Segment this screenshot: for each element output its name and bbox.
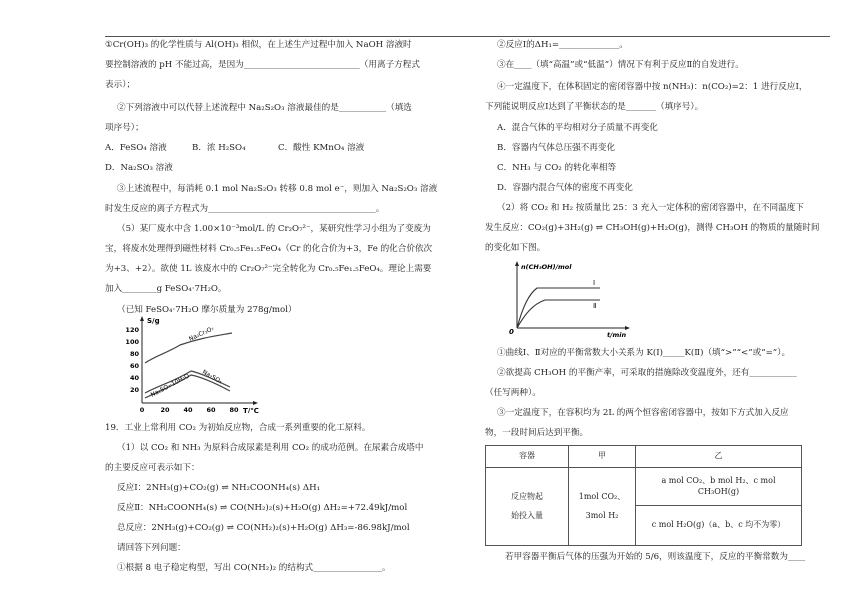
text-line: （已知 FeSO₄·7H₂O 摩尔质量为 278g/mol）: [117, 305, 297, 315]
text-line: 的变化如下图。: [485, 243, 546, 253]
label-na2so4-10h2o: Na₂SO₄·10H₂O: [149, 372, 191, 399]
text-line: ②下列溶液中可以代替上述流程中 Na₂S₂O₃ 溶液最佳的是___________（填选: [117, 103, 412, 113]
x-arrow: [625, 326, 630, 330]
question-19: 19．工业上常利用 CO₂ 为初始反应物，合成一系列重要的化工原料。: [105, 423, 371, 433]
text-line: ④一定温度下，在体积固定的密闭容器中按 n(NH₃)：n(CO₂)=2：1 进行反应Ⅰ，: [497, 82, 808, 92]
option-d: D．Na₂SO₃ 溶液: [105, 163, 173, 173]
origin-label: 0: [509, 328, 514, 336]
table-header: 乙: [636, 446, 802, 468]
row-label-line: 始投入量: [511, 510, 543, 520]
option-c: C．酸性 KMnO₄ 溶液: [278, 143, 365, 153]
text-line: ①曲线Ⅰ、Ⅱ对应的平衡常数大小关系为 K(Ⅰ)_____K(Ⅱ)（填“>”“<”或“=”）。: [497, 348, 791, 358]
text-line: ①Cr(OH)₃ 的化学性质与 Al(OH)₃ 相似，在上述生产过程中加入 NaOH 溶液时: [105, 40, 412, 50]
x-axis-label: T/℃: [243, 407, 259, 413]
y-arrow: [515, 261, 519, 266]
text-line: ③一定温度下，在容积均为 2L 的两个恒容密闭容器中，按如下方式加入反应: [497, 408, 789, 418]
methanol-chart: [505, 258, 635, 338]
x-tick: 80: [229, 406, 239, 413]
text-line: 请回答下列问题：: [117, 543, 186, 553]
text-line: ②反应Ⅰ的ΔH₁=______________。: [497, 40, 628, 50]
text-line: 要控制溶液的 pH 不能过高，是因为___________________________（用离子方程式: [105, 60, 420, 70]
text-line: ①根据 8 电子稳定构型，写出 CO(NH₂)₂ 的结构式________________。: [117, 563, 391, 573]
option-a: A．混合气体的平均相对分子质量不再变化: [497, 123, 658, 133]
options-row: [105, 143, 415, 155]
option-c: C．NH₃ 与 CO₂ 的转化率相等: [497, 163, 617, 173]
cell-jia: [569, 468, 636, 546]
text-line: （5）某厂废水中含 1.00×10⁻³mol/L 的 Cr₂O₇²⁻，某研究性学习小组为了变废为: [117, 224, 431, 234]
text-line: ③上述流程中，每消耗 0.1 mol Na₂S₂O₃ 转移 0.8 mol e⁻，则加入 Na₂S₂O₃ 溶液: [117, 184, 438, 194]
y-tick: 20: [129, 386, 139, 394]
text-line: 的主要反应可表示如下：: [105, 463, 200, 473]
text-line: 为+3、+2）。欲使 1L 该废水中的 Cr₂O₇²⁻完全转化为 Cr₀.₅Fe₁.₅FeO₄。理论上需要: [105, 264, 432, 274]
cell-yi-1: a mol CO₂、b mol H₂、c mol CH₃OH(g): [636, 468, 802, 506]
option-b: B．容器内气体总压强不再变化: [497, 143, 616, 153]
text-line: 宝，将废水处理得到磁性材料 Cr₀.₅Fe₁.₅FeO₄（Cr 的化合价为+3，Fe 的化合价依次: [105, 244, 433, 254]
reaction-2: 反应Ⅱ：NH₂COONH₄(s) ⇌ CO(NH₂)₂(s)+H₂O(g) ΔH₂=+72.49kJ/mol: [117, 503, 408, 513]
text-line: 时发生反应的离子方程式为_______________________________________。: [105, 204, 385, 214]
y-arrow: [140, 316, 144, 321]
text-line: ③在____（填“高温”或“低温”）情况下有利于反应Ⅱ的自发进行。: [497, 60, 744, 70]
option-a: A．FeSO₄ 溶液: [105, 143, 167, 153]
text-line: ②欲提高 CH₃OH 的平衡产率，可采取的措施除改变温度外，还有___________: [497, 368, 797, 378]
text-line: （2）将 CO₂ 和 H₂ 按质量比 25：3 充入一定体积的密闭容器中，在不同温度下: [497, 203, 804, 213]
y-tick: 40: [129, 374, 139, 382]
option-d: D．容器内混合气体的密度不再变化: [497, 183, 633, 193]
table-header: 甲: [569, 446, 636, 468]
x-tick: 0: [139, 406, 145, 413]
text-line: （任写两种）。: [485, 388, 541, 398]
table-header: 容器: [486, 446, 569, 468]
curve-ii: [517, 300, 600, 328]
container-table: [485, 445, 802, 546]
row-label: [486, 468, 569, 546]
y-tick: 120: [125, 326, 139, 334]
text-line: 物，一段时间后达到平衡。: [485, 428, 589, 438]
x-tick: 20: [160, 406, 170, 413]
y-axis-label: n(CH₃OH)/mol: [521, 263, 572, 271]
y-tick: 60: [129, 362, 139, 370]
row-label-line: 反应物起: [511, 491, 543, 501]
text-line: 表示）；: [105, 80, 136, 90]
reaction-1: 反应Ⅰ：2NH₃(g)+CO₂(g) ⇌ NH₂COONH₄(s) ΔH₁: [117, 483, 321, 493]
label-na2cr2o7: Na₂Cr₂O₇: [187, 325, 216, 343]
text-line: （1）以 CO₂ 和 NH₃ 为原料合成尿素是利用 CO₂ 的成功范例。在尿素合成塔中: [117, 443, 424, 453]
cell-yi-2: c mol H₂O(g)（a、b、c 均不为零）: [636, 506, 802, 546]
text-line: 若甲容器平衡后气体的压强为开始的 5/6，则该温度下，反应的平衡常数为____: [505, 552, 806, 562]
x-tick: 40: [183, 406, 193, 413]
option-b: B．浓 H₂SO₄: [192, 143, 246, 153]
header-rule: [105, 36, 830, 37]
text-line: 下列能说明反应Ⅰ达到了平衡状态的是_______（填序号）。: [485, 102, 704, 112]
y-axis-label: S/g: [147, 317, 160, 325]
curve-i: [517, 288, 600, 328]
x-tick: 60: [206, 406, 216, 413]
y-tick: 80: [129, 350, 139, 358]
x-axis-label: t/min: [607, 331, 627, 338]
cell-line: 3mol H₂: [585, 510, 619, 520]
label-curve-i: Ⅰ: [593, 279, 596, 287]
x-arrow: [253, 401, 258, 405]
label-na2so4: Na₂SO₄: [201, 368, 224, 386]
text-line: 项序号）；: [105, 123, 144, 133]
y-tick: 100: [125, 338, 139, 346]
text-line: 发生反应：CO₂(g)+3H₂(g) ⇌ CH₃OH(g)+H₂O(g)，测得 CH₃OH 的物质的量随时间: [485, 223, 820, 233]
label-curve-ii: Ⅱ: [593, 302, 597, 310]
reaction-total: 总反应：2NH₃(g)+CO₂(g) ⇌ CO(NH₂)₂(s)+H₂O(g) ΔH₃=-86.98kJ/mol: [117, 523, 410, 533]
cell-line: 1mol CO₂、: [578, 491, 626, 501]
text-line: 加入________g FeSO₄·7H₂O。: [105, 284, 227, 294]
solubility-chart: [105, 313, 265, 413]
